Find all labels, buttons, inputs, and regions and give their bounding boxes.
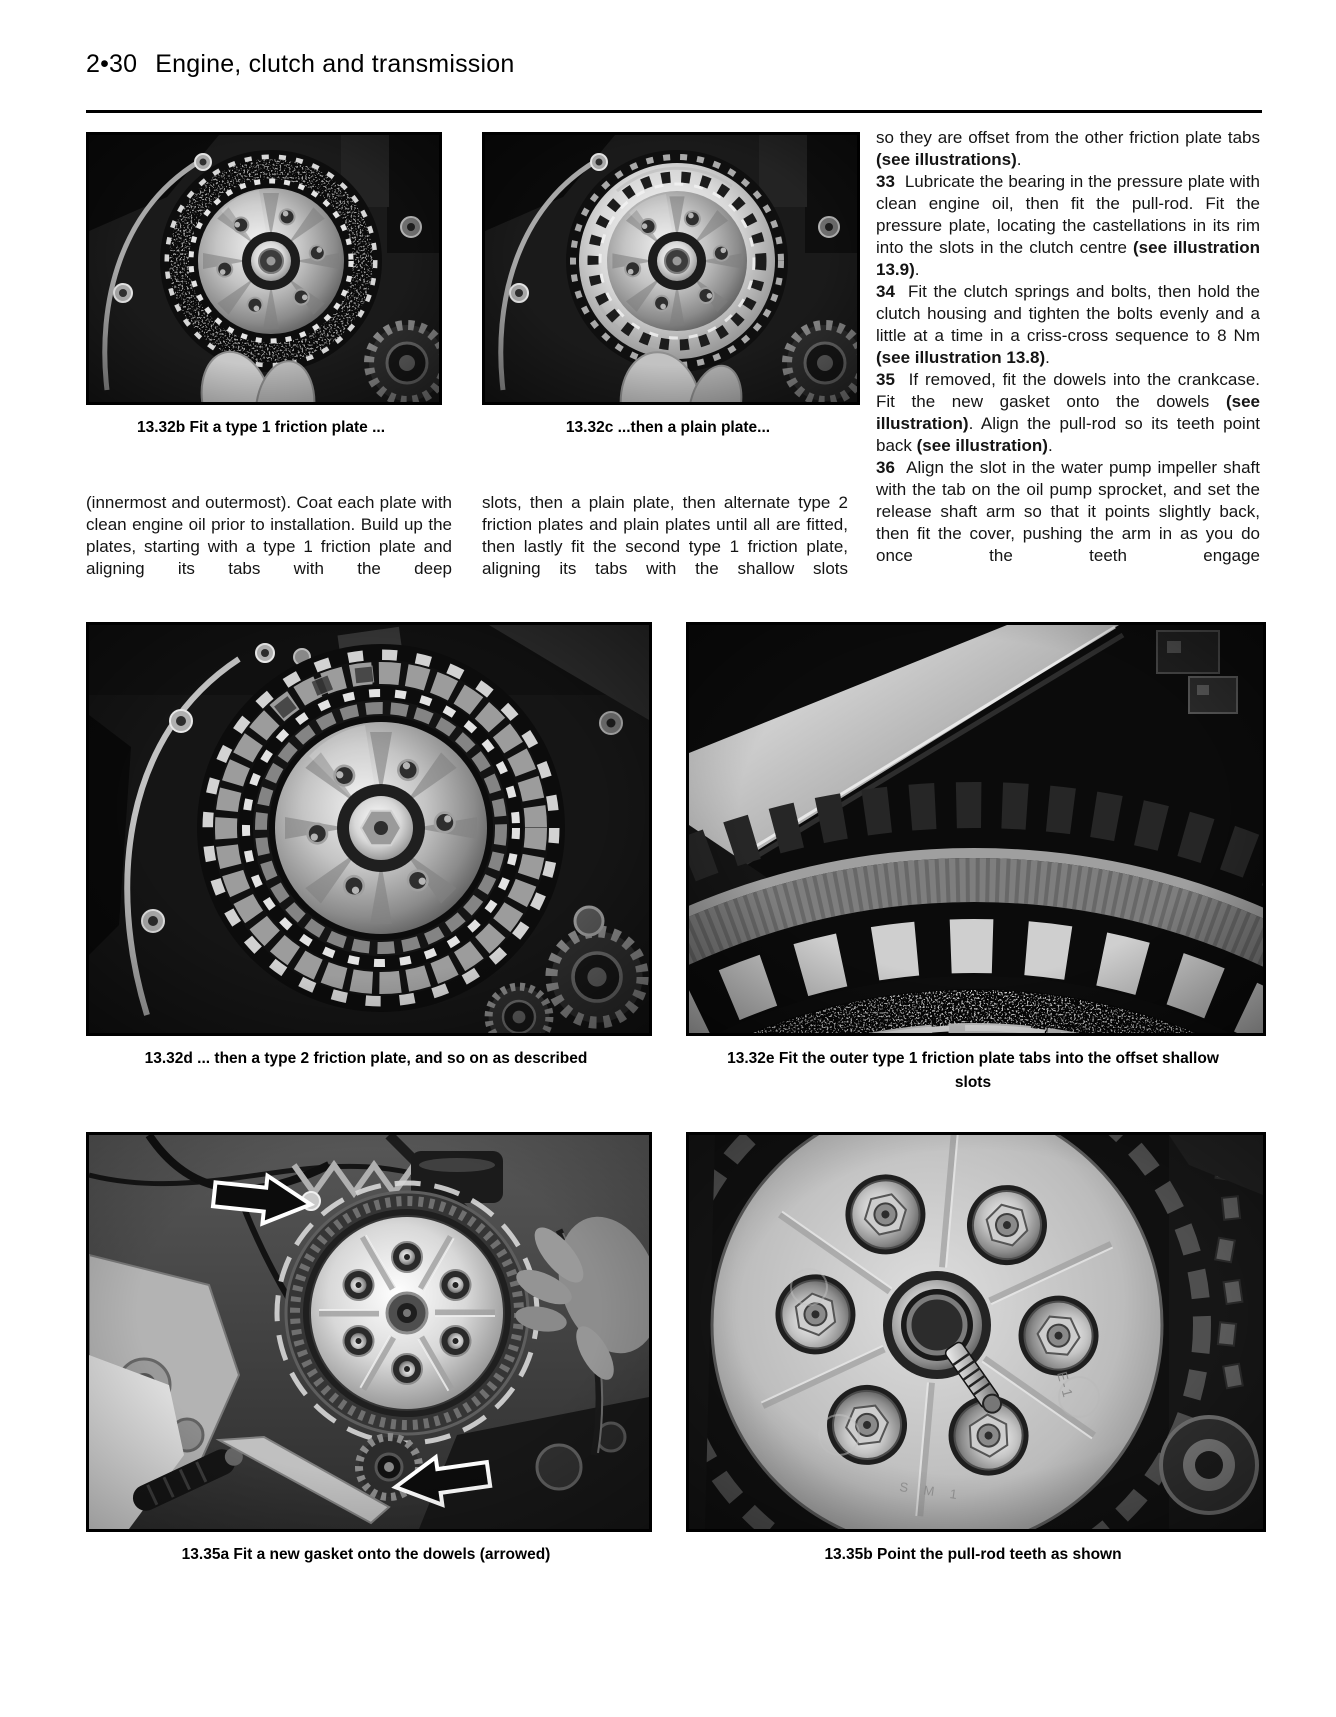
figure-13-32b (86, 132, 436, 440)
paragraph: (innermost and outermost). Coat each plate with clean engine oil prior to installation. Build up the plates, starting with a type 1 friction plate and aligning its tabs with the deep (86, 493, 452, 578)
page-title: Engine, clutch and transmission (155, 50, 515, 78)
photo-13-35b (686, 1132, 1266, 1532)
paragraph: 36 Align the slot in the water pump impeller shaft with the tab on the oil pump sprocket, and set the release shaft arm so that it points slightly back, then fit the cover, pushing the arm in as you do once the teeth engage (876, 458, 1260, 565)
caption-13-32d: 13.32d ... then a type 2 friction plate, and so on as described (144, 1050, 588, 1067)
paragraph: 33 Lubricate the bearing in the pressure plate with clean engine oil, then fit the pull-rod. Fit the pressure plate, locating the castellations in its rim into the slots in the clutch centre (see illustration 13.9). (876, 172, 1260, 279)
caption-13-32b: 13.32b Fit a type 1 friction plate ... (136, 419, 386, 436)
body-column-middle (482, 492, 848, 580)
photo-13-32e (686, 622, 1266, 1036)
page-number: 2•30 (86, 50, 138, 78)
paragraph: so they are offset from the other friction plate tabs (see illustrations). (876, 128, 1260, 169)
paragraph: slots, then a plain plate, then alternate type 2 friction plates and plain plates until all are fitted, then lastly fit the second type 1 friction plate, aligning its tabs with the shallow slots (482, 493, 848, 578)
figure-13-32e (686, 622, 1260, 1095)
figure-13-35a (86, 1132, 646, 1567)
body-column-left (86, 492, 452, 580)
figure-13-32d (86, 622, 646, 1071)
photo-13-32c (482, 132, 860, 405)
photo-13-32d (86, 622, 652, 1036)
caption-13-32c: 13.32c ...then a plain plate... (565, 419, 771, 436)
photo-13-32b (86, 132, 442, 405)
figure-13-32c (482, 132, 854, 440)
figure-13-35b (686, 1132, 1260, 1567)
caption-13-35a: 13.35a Fit a new gasket onto the dowels (arrowed) (181, 1546, 551, 1563)
paragraph: 34 Fit the clutch springs and bolts, then hold the clutch housing and tighten the bolts evenly and a little at a time in a criss-cross sequence to 8 Nm (see illustration 13.8). (876, 282, 1260, 367)
caption-13-35b: 13.35b Point the pull-rod teeth as shown (824, 1546, 1122, 1563)
caption-13-32e: 13.32e Fit the outer type 1 friction plate tabs into the offset shallow slots (727, 1050, 1219, 1092)
photo-13-35a (86, 1132, 652, 1532)
header-rule (86, 110, 1262, 113)
paragraph: 35 If removed, fit the dowels into the crankcase. Fit the new gasket onto the dowels (see illustration). Align the pull-rod so its teeth point back (see illustration). (876, 370, 1260, 455)
body-column-right (876, 127, 1260, 567)
page-header (86, 50, 514, 79)
